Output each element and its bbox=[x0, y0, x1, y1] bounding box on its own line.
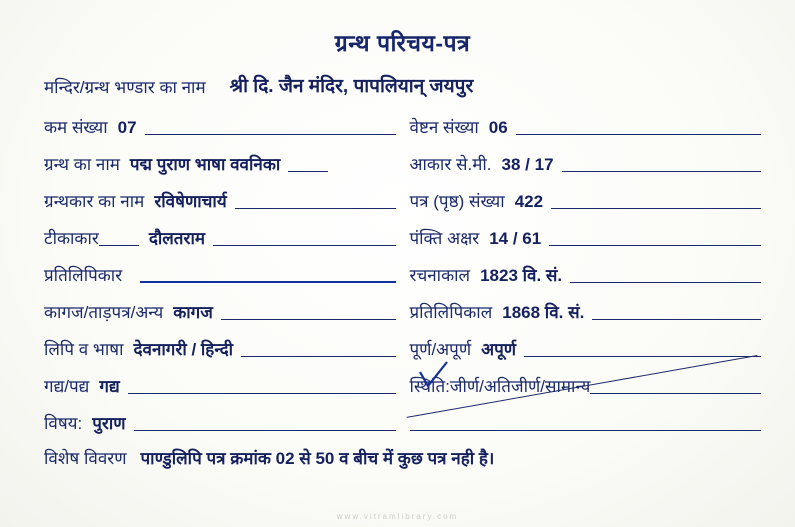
field-label: गद्य/पद्य bbox=[44, 377, 90, 396]
field-underline bbox=[134, 429, 396, 431]
field-label: आकार से.मी. bbox=[409, 155, 492, 174]
field-row bbox=[44, 372, 761, 398]
field-label: ग्रन्थ का नाम bbox=[44, 155, 120, 174]
field-underline bbox=[145, 133, 396, 135]
field-label: पूर्ण/अपूर्ण bbox=[409, 340, 472, 359]
field-cell bbox=[44, 152, 406, 176]
condition-cell[interactable] bbox=[406, 374, 762, 398]
field-value[interactable]: 06 bbox=[488, 118, 508, 137]
field-row bbox=[44, 298, 761, 324]
field-cell bbox=[44, 263, 406, 287]
field-label: पत्र (पृष्ठ) संख्या bbox=[409, 192, 505, 211]
field-label: प्रतिलिपिकाल bbox=[409, 303, 493, 322]
field-cell bbox=[406, 337, 762, 361]
watermark: www.vitramlibrary.com bbox=[336, 512, 459, 521]
field-cell bbox=[44, 374, 406, 398]
field-cell bbox=[44, 411, 406, 435]
field-label: पंक्ति अक्षर bbox=[409, 229, 480, 248]
field-value[interactable]: कागज bbox=[173, 303, 213, 322]
temple-name-label: मन्दिर/ग्रन्थ भण्डार का नाम bbox=[44, 78, 206, 97]
remarks-label: विशेष विवरण bbox=[44, 449, 127, 468]
field-label: विषय: bbox=[44, 414, 83, 433]
field-value[interactable]: 14 / 61 bbox=[489, 229, 542, 248]
field-row bbox=[44, 187, 761, 213]
field-underline bbox=[288, 170, 328, 172]
field-value[interactable]: 422 bbox=[514, 192, 544, 211]
page-title: ग्रन्थ परिचय-पत्र bbox=[334, 30, 471, 56]
field-cell bbox=[406, 300, 762, 324]
field-value[interactable]: अपूर्ण bbox=[481, 340, 517, 359]
remarks-row bbox=[44, 446, 761, 470]
remarks-value[interactable]: पाण्डुलिपि पत्र क्रमांक 02 से 50 व बीच में कुछ पत्र नही है। bbox=[140, 449, 495, 468]
field-value[interactable]: पुराण bbox=[92, 414, 126, 433]
field-label: कम संख्या bbox=[44, 118, 108, 137]
field-label: टीकाकार bbox=[44, 229, 99, 248]
field-underline bbox=[524, 355, 761, 357]
field-underline bbox=[99, 244, 139, 246]
field-underline bbox=[549, 244, 761, 246]
field-row bbox=[44, 113, 761, 139]
field-underline bbox=[410, 429, 762, 431]
field-label: कागज/ताड़पत्र/अन्य bbox=[44, 303, 164, 322]
field-cell bbox=[44, 337, 406, 361]
field-underline bbox=[128, 392, 396, 394]
field-cell bbox=[406, 115, 762, 139]
field-row bbox=[44, 150, 761, 176]
temple-name-value[interactable]: श्री दि. जैन मंदिर, पापलियान् जयपुर bbox=[229, 76, 474, 97]
field-value[interactable]: रविषेणाचार्य bbox=[154, 192, 227, 211]
field-label: लिपि व भाषा bbox=[44, 340, 124, 359]
field-label: ग्रन्थकार का नाम bbox=[44, 192, 145, 211]
field-label: वेष्टन संख्या bbox=[409, 118, 479, 137]
field-row bbox=[44, 261, 761, 287]
field-cell bbox=[406, 226, 762, 250]
field-value[interactable]: 1868 वि. सं. bbox=[502, 303, 585, 322]
field-cell bbox=[406, 189, 762, 213]
field-underline bbox=[570, 281, 761, 283]
field-underline bbox=[551, 207, 761, 209]
field-cell bbox=[406, 429, 762, 435]
field-value[interactable]: दौलतराम bbox=[148, 229, 206, 248]
temple-name-row bbox=[44, 72, 761, 99]
field-row bbox=[44, 335, 761, 361]
field-underline bbox=[516, 133, 761, 135]
field-cell bbox=[44, 300, 406, 324]
field-value[interactable]: 38 / 17 bbox=[501, 155, 554, 174]
field-cell bbox=[406, 152, 762, 176]
field-value[interactable]: 07 bbox=[117, 118, 137, 137]
field-underline bbox=[241, 355, 395, 357]
field-cell bbox=[406, 263, 762, 287]
field-underline bbox=[213, 244, 395, 246]
field-label: प्रतिलिपिकार bbox=[44, 266, 123, 285]
field-cell bbox=[44, 189, 406, 213]
field-cell bbox=[44, 226, 406, 250]
field-underline bbox=[221, 318, 396, 320]
field-underline bbox=[235, 207, 396, 209]
field-underline bbox=[592, 318, 761, 320]
field-underline bbox=[562, 170, 761, 172]
field-value[interactable]: देवनागरी / हिन्दी bbox=[133, 340, 234, 359]
subject-row bbox=[44, 409, 761, 435]
field-label: स्थिति:जीर्ण/अतिजीर्ण/सामान्य bbox=[409, 377, 591, 396]
field-cell bbox=[44, 115, 406, 139]
field-underline bbox=[140, 280, 395, 283]
field-value[interactable]: 1823 वि. सं. bbox=[480, 266, 563, 285]
field-label: रचनाकाल bbox=[409, 266, 471, 285]
field-value[interactable] bbox=[122, 286, 140, 287]
field-row bbox=[44, 224, 761, 250]
field-value[interactable]: गद्य bbox=[99, 377, 120, 396]
field-underline bbox=[590, 392, 761, 394]
field-value[interactable]: पद्म पुराण भाषा ववनिका bbox=[129, 155, 281, 174]
